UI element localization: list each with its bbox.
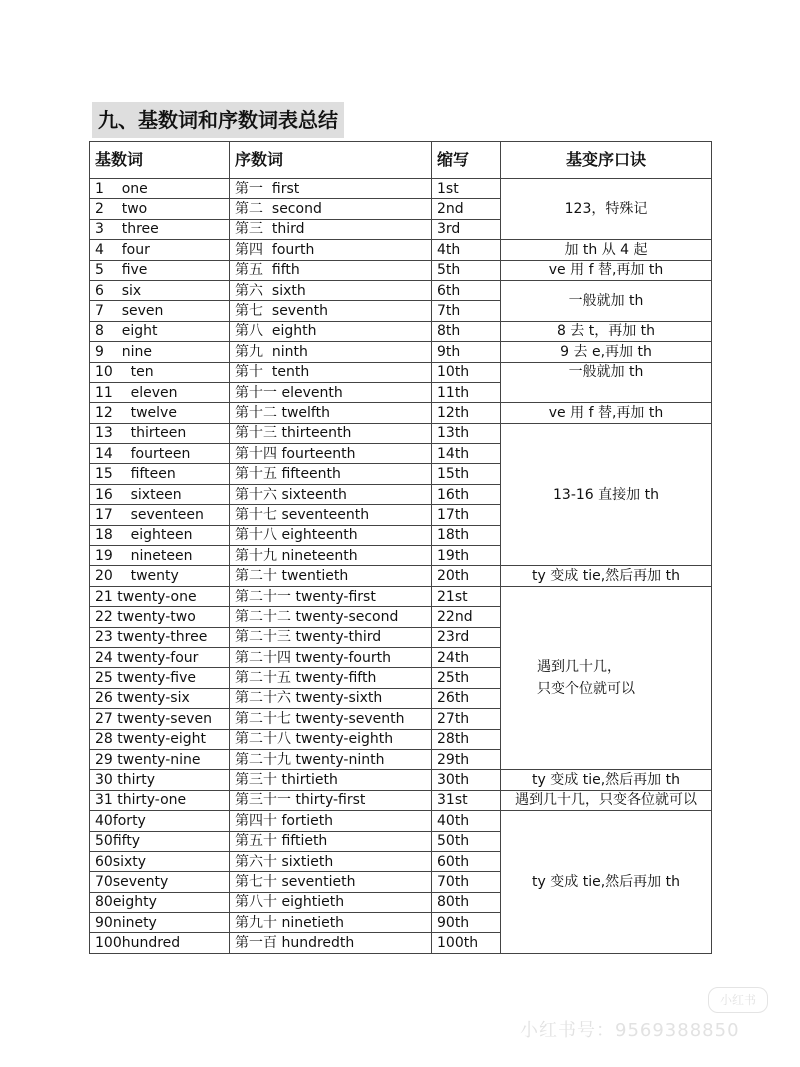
abbreviation-cell: 25th: [432, 668, 501, 688]
abbreviation-cell: 90th: [432, 913, 501, 933]
rule-cell: ty 变成 tie,然后再加 th: [501, 811, 712, 954]
cardinal-cell: 17 seventeen: [90, 505, 230, 525]
cardinal-cell: 2 two: [90, 199, 230, 219]
rule-cell: 一般就加 th: [501, 280, 712, 321]
ordinal-cell: 第二 second: [230, 199, 432, 219]
ordinal-cell: 第五十 fiftieth: [230, 831, 432, 851]
page-title: 九、基数词和序数词表总结: [92, 102, 344, 138]
rule-cell: ty 变成 tie,然后再加 th: [501, 566, 712, 586]
ordinal-cell: 第一百 hundredth: [230, 933, 432, 953]
ordinal-cell: 第十二 twelfth: [230, 403, 432, 423]
ordinal-cell: 第七十 seventieth: [230, 872, 432, 892]
abbreviation-cell: 28th: [432, 729, 501, 749]
number-table: [89, 141, 712, 954]
rule-cell: 9 去 e,再加 th: [501, 342, 712, 362]
cardinal-cell: 3 three: [90, 219, 230, 239]
ordinal-cell: 第九十 ninetieth: [230, 913, 432, 933]
ordinal-cell: 第二十四 twenty-fourth: [230, 647, 432, 667]
abbreviation-cell: 12th: [432, 403, 501, 423]
abbreviation-cell: 1st: [432, 179, 501, 199]
abbreviation-cell: 23rd: [432, 627, 501, 647]
ordinal-cell: 第二十二 twenty-second: [230, 607, 432, 627]
cardinal-cell: 50fifty: [90, 831, 230, 851]
cardinal-cell: 100hundred: [90, 933, 230, 953]
abbreviation-cell: 22nd: [432, 607, 501, 627]
cardinal-cell: 19 nineteen: [90, 546, 230, 566]
table-row: [90, 423, 712, 443]
ordinal-cell: 第二十八 twenty-eighth: [230, 729, 432, 749]
cardinal-cell: 12 twelve: [90, 403, 230, 423]
abbreviation-cell: 4th: [432, 240, 501, 260]
table-row: [90, 240, 712, 260]
cardinal-cell: 14 fourteen: [90, 444, 230, 464]
abbreviation-cell: 21st: [432, 586, 501, 606]
ordinal-cell: 第四 fourth: [230, 240, 432, 260]
cardinal-cell: 29 twenty-nine: [90, 749, 230, 769]
ordinal-cell: 第十七 seventeenth: [230, 505, 432, 525]
table-row: [90, 362, 712, 382]
ordinal-cell: 第四十 fortieth: [230, 811, 432, 831]
abbreviation-cell: 7th: [432, 301, 501, 321]
cardinal-cell: 24 twenty-four: [90, 647, 230, 667]
rule-cell: ty 变成 tie,然后再加 th: [501, 770, 712, 790]
header-rule: 基变序口诀: [501, 142, 712, 179]
abbreviation-cell: 26th: [432, 688, 501, 708]
rule-cell: 一般就加 th: [501, 362, 712, 403]
ordinal-cell: 第十九 nineteenth: [230, 546, 432, 566]
ordinal-cell: 第十一 eleventh: [230, 382, 432, 402]
abbreviation-cell: 11th: [432, 382, 501, 402]
table-row: [90, 321, 712, 341]
rule-cell: ve 用 f 替,再加 th: [501, 403, 712, 423]
ordinal-cell: 第十六 sixteenth: [230, 484, 432, 504]
cardinal-cell: 21 twenty-one: [90, 586, 230, 606]
cardinal-cell: 1 one: [90, 179, 230, 199]
abbreviation-cell: 10th: [432, 362, 501, 382]
cardinal-cell: 8 eight: [90, 321, 230, 341]
abbreviation-cell: 6th: [432, 280, 501, 300]
cardinal-cell: 27 twenty-seven: [90, 709, 230, 729]
table-row: [90, 403, 712, 423]
abbreviation-cell: 18th: [432, 525, 501, 545]
rule-cell: 遇到几十几，只变各位就可以: [501, 790, 712, 810]
rule-cell: 加 th 从 4 起: [501, 240, 712, 260]
table-row: [90, 770, 712, 790]
cardinal-cell: 30 thirty: [90, 770, 230, 790]
cardinal-cell: 18 eighteen: [90, 525, 230, 545]
abbreviation-cell: 3rd: [432, 219, 501, 239]
ordinal-cell: 第十四 fourteenth: [230, 444, 432, 464]
ordinal-cell: 第五 fifth: [230, 260, 432, 280]
abbreviation-cell: 31st: [432, 790, 501, 810]
table-row: [90, 811, 712, 831]
abbreviation-cell: 15th: [432, 464, 501, 484]
cardinal-cell: 10 ten: [90, 362, 230, 382]
cardinal-cell: 13 thirteen: [90, 423, 230, 443]
ordinal-cell: 第二十七 twenty-seventh: [230, 709, 432, 729]
abbreviation-cell: 70th: [432, 872, 501, 892]
abbreviation-cell: 30th: [432, 770, 501, 790]
abbreviation-cell: 20th: [432, 566, 501, 586]
cardinal-cell: 40forty: [90, 811, 230, 831]
cardinal-cell: 5 five: [90, 260, 230, 280]
abbreviation-cell: 60th: [432, 851, 501, 871]
cardinal-cell: 28 twenty-eight: [90, 729, 230, 749]
watermark-logo: 小红书: [708, 987, 768, 1013]
ordinal-cell: 第十三 thirteenth: [230, 423, 432, 443]
table-row: [90, 790, 712, 810]
cardinal-cell: 80eighty: [90, 892, 230, 912]
abbreviation-cell: 19th: [432, 546, 501, 566]
cardinal-cell: 20 twenty: [90, 566, 230, 586]
cardinal-cell: 11 eleven: [90, 382, 230, 402]
ordinal-cell: 第二十一 twenty-first: [230, 586, 432, 606]
abbreviation-cell: 13th: [432, 423, 501, 443]
abbreviation-cell: 16th: [432, 484, 501, 504]
abbreviation-cell: 5th: [432, 260, 501, 280]
ordinal-cell: 第二十六 twenty-sixth: [230, 688, 432, 708]
abbreviation-cell: 2nd: [432, 199, 501, 219]
cardinal-cell: 22 twenty-two: [90, 607, 230, 627]
rule-cell: 8 去 t，再加 th: [501, 321, 712, 341]
abbreviation-cell: 8th: [432, 321, 501, 341]
cardinal-cell: 15 fifteen: [90, 464, 230, 484]
abbreviation-cell: 100th: [432, 933, 501, 953]
table-row: [90, 179, 712, 199]
cardinal-cell: 70seventy: [90, 872, 230, 892]
cardinal-cell: 25 twenty-five: [90, 668, 230, 688]
ordinal-cell: 第十八 eighteenth: [230, 525, 432, 545]
cardinal-cell: 9 nine: [90, 342, 230, 362]
header-abbreviation: 缩写: [432, 142, 501, 179]
table-row: [90, 342, 712, 362]
ordinal-cell: 第二十三 twenty-third: [230, 627, 432, 647]
abbreviation-cell: 17th: [432, 505, 501, 525]
cardinal-cell: 26 twenty-six: [90, 688, 230, 708]
header-row: [90, 142, 712, 179]
ordinal-cell: 第六 sixth: [230, 280, 432, 300]
rule-cell: 123，特殊记: [501, 179, 712, 240]
header-ordinal: 序数词: [230, 142, 432, 179]
ordinal-cell: 第八十 eightieth: [230, 892, 432, 912]
table-row: [90, 566, 712, 586]
watermark-id: 小红书号：9569388850: [520, 1020, 740, 1041]
abbreviation-cell: 14th: [432, 444, 501, 464]
ordinal-cell: 第三十一 thirty-first: [230, 790, 432, 810]
ordinal-cell: 第二十五 twenty-fifth: [230, 668, 432, 688]
abbreviation-cell: 24th: [432, 647, 501, 667]
ordinal-cell: 第三十 thirtieth: [230, 770, 432, 790]
table-row: [90, 586, 712, 606]
abbreviation-cell: 29th: [432, 749, 501, 769]
cardinal-cell: 7 seven: [90, 301, 230, 321]
table-row: [90, 260, 712, 280]
ordinal-cell: 第三 third: [230, 219, 432, 239]
cardinal-cell: 16 sixteen: [90, 484, 230, 504]
abbreviation-cell: 50th: [432, 831, 501, 851]
rule-cell: 遇到几十几， 只变个位就可以: [501, 586, 712, 770]
ordinal-cell: 第十五 fifteenth: [230, 464, 432, 484]
ordinal-cell: 第六十 sixtieth: [230, 851, 432, 871]
cardinal-cell: 90ninety: [90, 913, 230, 933]
rule-cell: 13-16 直接加 th: [501, 423, 712, 566]
header-cardinal: 基数词: [90, 142, 230, 179]
ordinal-cell: 第十 tenth: [230, 362, 432, 382]
ordinal-cell: 第八 eighth: [230, 321, 432, 341]
ordinal-cell: 第二十 twentieth: [230, 566, 432, 586]
table-row: [90, 280, 712, 300]
ordinal-cell: 第七 seventh: [230, 301, 432, 321]
ordinal-cell: 第九 ninth: [230, 342, 432, 362]
table-body: [90, 179, 712, 954]
ordinal-cell: 第一 first: [230, 179, 432, 199]
cardinal-cell: 60sixty: [90, 851, 230, 871]
abbreviation-cell: 40th: [432, 811, 501, 831]
rule-cell: ve 用 f 替,再加 th: [501, 260, 712, 280]
abbreviation-cell: 9th: [432, 342, 501, 362]
cardinal-cell: 23 twenty-three: [90, 627, 230, 647]
cardinal-cell: 4 four: [90, 240, 230, 260]
cardinal-cell: 31 thirty-one: [90, 790, 230, 810]
ordinal-cell: 第二十九 twenty-ninth: [230, 749, 432, 769]
cardinal-cell: 6 six: [90, 280, 230, 300]
abbreviation-cell: 80th: [432, 892, 501, 912]
abbreviation-cell: 27th: [432, 709, 501, 729]
